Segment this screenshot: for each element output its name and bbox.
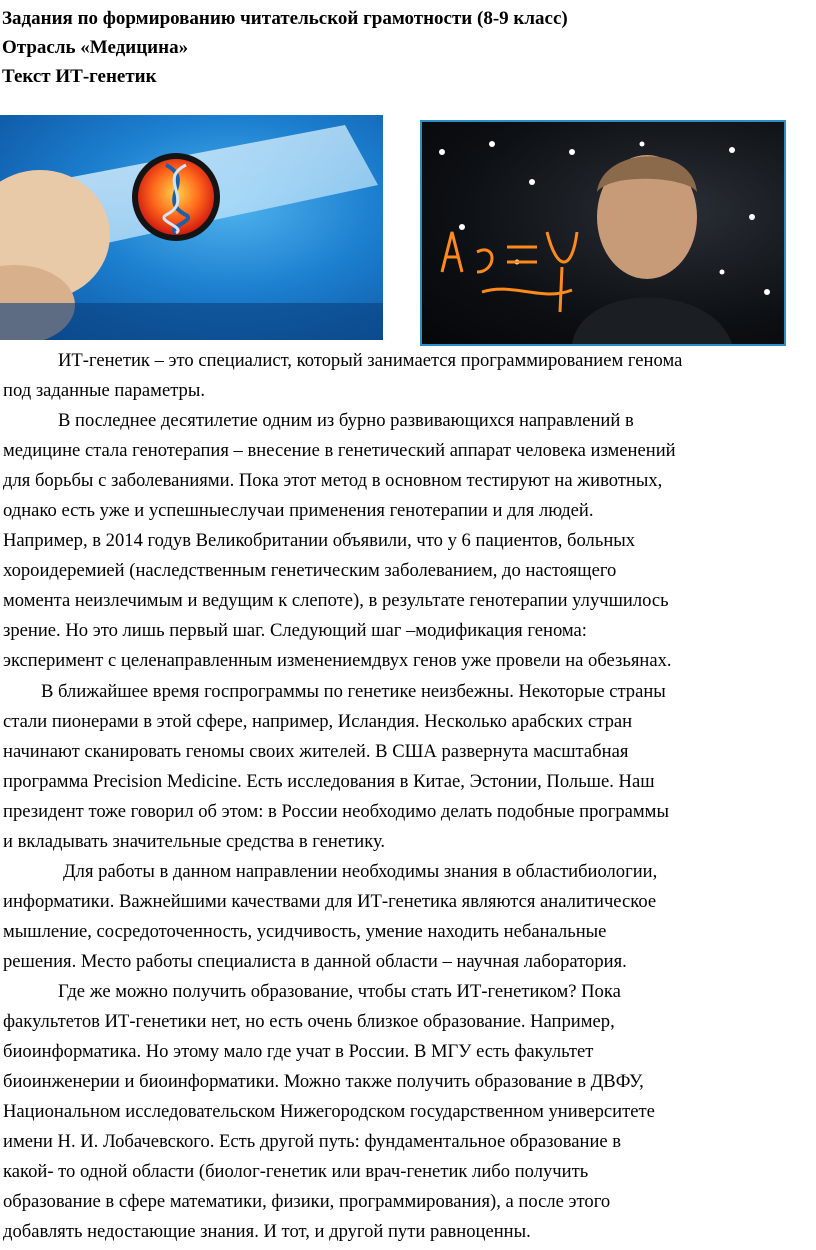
text-line: для борьбы с заболеваниями. Пока этот метод в основном тестируют на животных, bbox=[3, 470, 663, 492]
paragraph bbox=[3, 436, 811, 676]
header-industry: Отрасль «Медицина» bbox=[2, 37, 189, 58]
paragraph bbox=[3, 1007, 811, 1247]
scientist-image bbox=[420, 120, 786, 346]
text-line: факультетов ИТ-генетики нет, но есть очень близкое образование. Например, bbox=[3, 1011, 615, 1033]
text-line: зрение. Но это лишь первый шаг. Следующий шаг –модификация генома: bbox=[3, 620, 587, 642]
document-header bbox=[2, 4, 568, 91]
text-line: момента неизлечимым и ведущим к слепоте), в результате генотерапии улучшилось bbox=[3, 590, 669, 612]
paragraph bbox=[3, 857, 811, 887]
text-line: и вкладывать значительные средства в генетику. bbox=[3, 830, 386, 852]
text-line: стали пионерами в этой сфере, например, Исландия. Несколько арабских стран bbox=[3, 710, 633, 732]
text-line: мышление, сосредоточенность, усидчивость, умение находить небанальные bbox=[3, 920, 607, 942]
text-line: хороидеремией (наследственным генетическим заболеванием, до настоящего bbox=[3, 560, 617, 582]
text-line: биоинформатика. Но этому мало где учат в России. В МГУ есть факультет bbox=[3, 1041, 594, 1063]
paragraph bbox=[3, 677, 811, 707]
text-line: эксперимент с целенаправленным изменениемдвух генов уже провели на обезьянах. bbox=[3, 650, 672, 672]
text-line: под заданные параметры. bbox=[3, 380, 205, 402]
dna-slide-image bbox=[0, 115, 383, 340]
text-line: имени Н. И. Лобачевского. Есть другой путь: фундаментальное образование в bbox=[3, 1131, 622, 1153]
text-line: Национальном исследовательском Нижегородском государственном университете bbox=[3, 1101, 655, 1123]
text-line: В последнее десятилетие одним из бурно развивающихся направлений в bbox=[58, 410, 634, 432]
header-title: Задания по формированию читательской грамотности (8-9 класс) bbox=[2, 8, 568, 29]
text-line: решения. Место работы специалиста в данной области – научная лаборатория. bbox=[3, 950, 627, 972]
text-line: программа Precision Medicine. Есть исследования в Китае, Эстонии, Польше. Наш bbox=[3, 770, 655, 792]
text-line: Где же можно получить образование, чтобы стать ИТ-генетиком? Пока bbox=[58, 980, 621, 1002]
paragraph bbox=[3, 977, 811, 1007]
text-line: Для работы в данном направлении необходимы знания в областибиологии, bbox=[63, 860, 658, 882]
header-text-name: Текст ИТ-генетик bbox=[2, 66, 157, 87]
text-line: В ближайшее время госпрограммы по генетике неизбежны. Некоторые страны bbox=[41, 680, 666, 702]
article-body bbox=[3, 346, 811, 1247]
paragraph bbox=[3, 887, 811, 977]
text-line: медицине стала генотерапия – внесение в генетический аппарат человека изменений bbox=[3, 440, 676, 462]
text-line: какой- то одной области (биолог-генетик или врач-генетик либо получить bbox=[3, 1161, 589, 1183]
text-line: президент тоже говорил об этом: в России необходимо делать подобные программы bbox=[3, 800, 669, 822]
text-line: однако есть уже и успешныеслучаи применения генотерапии и для людей. bbox=[3, 500, 594, 522]
paragraph bbox=[3, 346, 811, 376]
paragraph bbox=[3, 707, 811, 857]
text-line: информатики. Важнейшими качествами для ИТ-генетика являются аналитическое bbox=[3, 890, 657, 912]
text-line: образование в сфере математики, физики, программирования), а после этого bbox=[3, 1191, 611, 1213]
text-line: Например, в 2014 годув Великобритании объявили, что у 6 пациентов, больных bbox=[3, 530, 636, 552]
paragraph bbox=[3, 376, 811, 406]
text-line: добавлять недостающие знания. И тот, и другой пути равноценны. bbox=[3, 1221, 531, 1243]
paragraph bbox=[3, 406, 811, 436]
text-line: биоинженерии и биоинформатики. Можно также получить образование в ДВФУ, bbox=[3, 1071, 644, 1093]
text-line: начинают сканировать геномы своих жителей. В США развернута масштабная bbox=[3, 740, 629, 762]
text-line: ИТ-генетик – это специалист, который занимается программированием генома bbox=[58, 350, 683, 371]
